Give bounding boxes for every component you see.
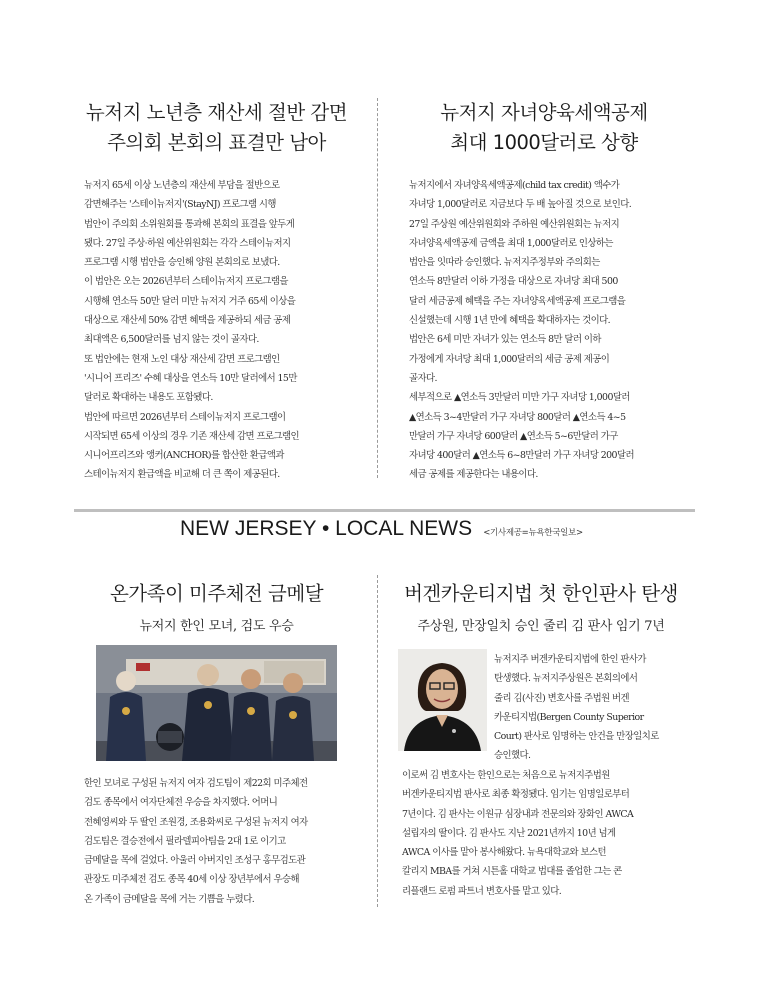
body-line: 검도 종목에서 여자단체전 우승을 차지했다. 어머니	[84, 797, 278, 809]
body-line: 법안은 6세 미만 자녀가 있는 연소득 8만 달러 이하	[409, 334, 601, 346]
article-judge	[396, 579, 686, 634]
body-line: '시니어 프리즈' 수혜 대상을 연소득 10만 달러에서 15만	[84, 372, 297, 384]
body-line: 검도팀은 결승전에서 필라델피아팀을 2대 1로 이기고	[84, 835, 286, 847]
body-line: 연소득 8만달러 이하 가정을 대상으로 자녀당 최대 500	[409, 276, 618, 288]
body-line: 이 법안은 오는 2026년부터 스테이뉴저지 프로그램을	[84, 276, 288, 288]
body-line: 7년이다. 김 판사는 이원규 심장내과 전문의와 장화인 AWCA	[402, 808, 634, 820]
body-line: 설립자의 딸이다. 김 판사도 지난 2021년까지 10년 넘게	[402, 827, 616, 839]
body-line: 또 법안에는 현재 노인 대상 재산세 감면 프로그램인	[84, 353, 280, 365]
article-body	[84, 774, 369, 909]
body-line: 버겐카운티지법 판사로 최종 확정됐다. 임기는 임명일로부터	[402, 789, 630, 801]
body-line: Court) 판사로 임명하는 안건을 만장일치로	[494, 731, 659, 743]
body-line: 세부적으로 ▲연소득 3만달러 미만 가구 자녀당 1,000달러	[409, 392, 630, 404]
headline-line: 뉴저지 노년층 재산세 절반 감면	[85, 101, 348, 124]
article-subhead: 주상원, 만장일치 승인 줄리 김 판사 임기 7년	[417, 619, 665, 634]
article-headline	[409, 98, 679, 158]
body-line: 뉴저지주 버겐카운티지법에 한인 판사가	[494, 654, 646, 665]
column-divider-bottom	[377, 575, 378, 907]
body-line: 자녀당 1,000달러로 지금보다 두 배 높아질 것으로 보인다.	[409, 199, 632, 211]
body-line: ▲연소득 3~4만달러 가구 자녀당 800달러 ▲연소득 4~5	[409, 411, 626, 423]
body-line: 법안이 주의회 소위원회를 통과해 본회의 표결을 앞두게	[84, 218, 295, 230]
body-line: 달러로 확대하는 내용도 포함됐다.	[84, 392, 213, 404]
judge-portrait-photo	[398, 649, 487, 751]
section-title: NEW JERSEY • LOCAL NEWS	[180, 517, 473, 540]
body-line: 27일 주상원 예산위원회와 주하원 예산위원회는 뉴저지	[409, 218, 620, 230]
body-line: 승인했다.	[494, 750, 531, 762]
body-line: 됐다. 27일 주상·하원 예산위원회는 각각 스테이뉴저지	[84, 237, 291, 249]
body-line: 탄생했다. 뉴저지주상원은 본회의에서	[494, 673, 638, 685]
article-stay-nj	[84, 98, 364, 485]
body-line: 리플랜드 로펌 파트너 변호사를 맡고 있다.	[402, 885, 562, 897]
body-line: 금메달을 목에 걸었다. 아울러 아버지인 조성구 홍무검도관	[84, 855, 306, 867]
body-line: 시행해 연소득 50만 달러 미만 뉴저지 거주 65세 이상을	[84, 295, 296, 307]
article-headline: 버겐카운티지법 첫 한인판사 탄생	[404, 582, 678, 605]
body-line: 법안을 잇따라 승인했다. 뉴저지주정부와 주의회는	[409, 257, 600, 269]
article-body-beside-photo	[494, 650, 694, 766]
article-headline: 온가족이 미주체전 금메달	[109, 582, 324, 605]
body-line: 법안에 따르면 2026년부터 스테이뉴저지 프로그램이	[84, 411, 286, 423]
body-line: 골자다.	[409, 372, 437, 384]
article-body	[402, 766, 694, 901]
body-line: 감면해주는 '스테이뉴저지'(StayNJ) 프로그램 시행	[84, 199, 276, 211]
body-line: 가정에게 자녀당 최대 1,000달러의 세금 공제 제공이	[409, 353, 610, 365]
body-line: 온 가족이 금메달을 목에 거는 기쁨을 누렸다.	[84, 893, 255, 905]
article-child-tax-credit	[409, 98, 689, 485]
body-line: 칼리지 MBA를 거쳐 시튼홀 대학교 법대를 졸업한 그는 콘	[402, 866, 622, 878]
body-line: 신설했는데 시행 1년 만에 혜택을 확대하자는 것이다.	[409, 315, 611, 327]
article-kendo	[84, 579, 364, 634]
headline-line: 뉴저지 자녀양육세액공제	[440, 101, 648, 124]
body-line: 이로써 김 변호사는 한인으로는 처음으로 뉴저지주법원	[402, 770, 610, 781]
body-line: AWCA 이사를 맡아 봉사해왔다. 뉴욕대학교와 보스턴	[402, 847, 606, 859]
kendo-family-photo	[96, 645, 337, 761]
section-rule	[74, 509, 695, 512]
body-line: 세금 공제를 제공한다는 내용이다.	[409, 469, 538, 481]
article-body	[409, 176, 689, 485]
body-line: 전혜영씨와 두 딸인 조원경, 조용화씨로 구성된 뉴저지 여자	[84, 816, 308, 828]
section-credit: <기사제공=뉴욕한국일보>	[483, 528, 583, 538]
section-header	[180, 517, 583, 541]
body-line: 줄리 김(사진) 변호사를 주법원 버겐	[494, 692, 630, 704]
column-divider-top	[377, 98, 378, 478]
body-line: 한인 모녀로 구성된 뉴저지 여자 검도팀이 제22회 미주체전	[84, 778, 308, 789]
body-line: 달러 세금공제 혜택을 주는 자녀양육세액공제 프로그램을	[409, 295, 626, 307]
body-line: 시니어프리즈와 앵커(ANCHOR)를 합산한 환급액과	[84, 450, 284, 462]
headline-line: 주의회 본회의 표결만 남아	[107, 131, 326, 154]
body-line: 카운티지법(Bergen County Superior	[494, 711, 644, 723]
body-line: 최대액은 6,500달러를 넘지 않는 것이 골자다.	[84, 334, 259, 346]
body-line: 뉴저지 65세 이상 노년층의 재산세 부담을 절반으로	[84, 180, 280, 191]
article-subhead: 뉴저지 한인 모녀, 검도 우승	[139, 619, 294, 634]
body-line: 뉴저지에서 자녀양육세액공제(child tax credit) 액수가	[409, 180, 620, 191]
article-headline	[84, 98, 349, 158]
body-line: 시작되면 65세 이상의 경우 기존 재산세 감면 프로그램인	[84, 430, 299, 442]
body-line: 관장도 미주체전 검도 종목 40세 이상 장년부에서 우승해	[84, 874, 299, 886]
body-line: 만달러 가구 자녀당 600달러 ▲연소득 5~6만달러 가구	[409, 430, 618, 442]
body-line: 스테이뉴저지 환급액을 비교해 더 큰 쪽이 제공된다.	[84, 469, 280, 481]
article-body	[84, 176, 364, 485]
body-line: 프로그램 시행 법안을 승인해 양원 본회의로 보냈다.	[84, 257, 280, 269]
body-line: 대상으로 재산세 50% 감면 혜택을 제공하되 세금 공제	[84, 315, 291, 327]
headline-line: 최대 1000달러로 상향	[450, 131, 638, 154]
body-line: 자녀당 400달러 ▲연소득 6~8만달러 가구 자녀당 200달러	[409, 450, 634, 462]
body-line: 자녀양육세액공제 금액을 최대 1,000달러로 인상하는	[409, 237, 613, 249]
